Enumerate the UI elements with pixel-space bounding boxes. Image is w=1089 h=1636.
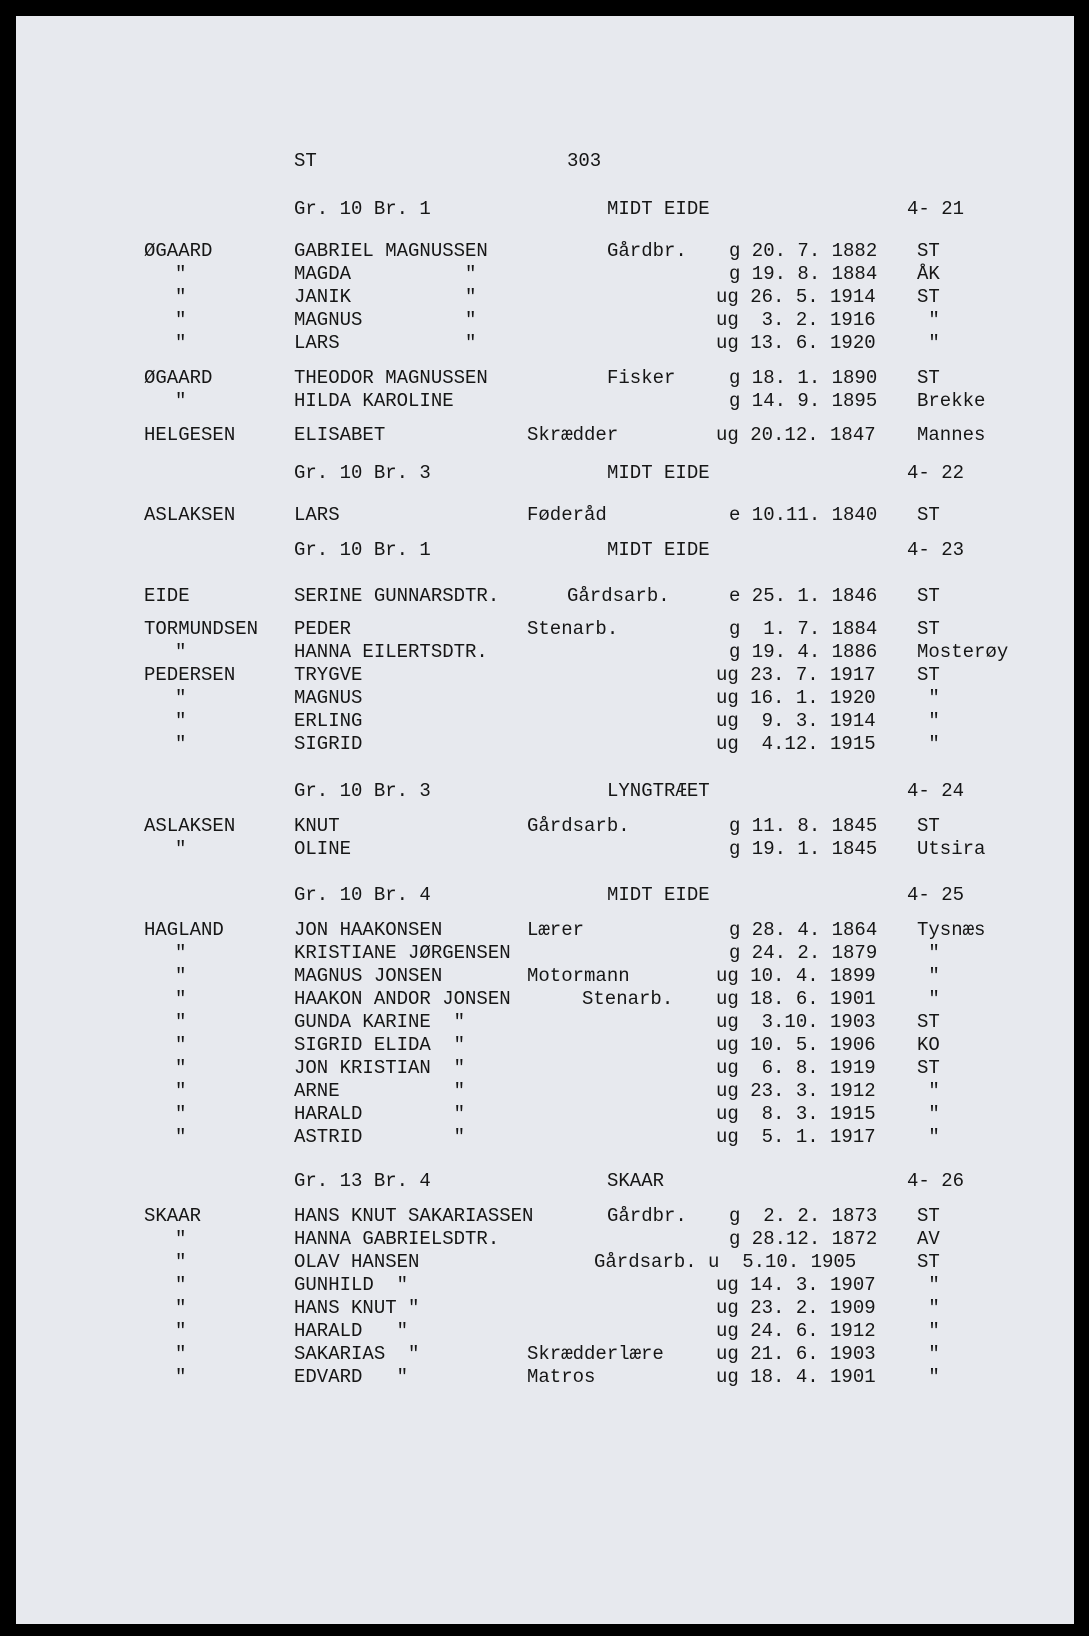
entry-given-name: MAGNUS — [294, 687, 363, 709]
entry-birth-date: ug 4.12. 1915 — [716, 733, 876, 755]
entry-birthplace: " — [917, 1366, 940, 1388]
entry-surname: " — [175, 1274, 187, 1296]
entry-given-name: THEODOR MAGNUSSEN — [294, 367, 488, 389]
entry-given-name: ARNE " — [294, 1080, 466, 1102]
entry-birthplace: ST — [917, 1057, 940, 1079]
entry-birth-date: g 1. 7. 1884 — [729, 618, 878, 640]
section-number: 4- 21 — [907, 198, 965, 220]
entry-surname: PEDERSEN — [144, 664, 236, 686]
entry-birthplace: Mannes — [917, 424, 986, 446]
entry-given-name: GABRIEL MAGNUSSEN — [294, 240, 488, 262]
entry-given-name: LARS " — [294, 332, 477, 354]
entry-surname: " — [175, 1343, 187, 1365]
entry-surname: ASLAKSEN — [144, 815, 236, 837]
entry-given-name: GUNDA KARINE " — [294, 1011, 466, 1033]
entry-birthplace: Mosterøy — [917, 641, 1009, 663]
entry-surname: TORMUNDSEN — [144, 618, 259, 640]
entry-birth-date: ug 10. 5. 1906 — [716, 1034, 876, 1056]
entry-given-name: SIGRID — [294, 733, 363, 755]
entry-birthplace: ST — [917, 664, 940, 686]
entry-birth-date: g 14. 9. 1895 — [729, 390, 878, 412]
entry-given-name: SAKARIAS " — [294, 1343, 420, 1365]
entry-occupation: Fisker — [607, 367, 676, 389]
section-place: MIDT EIDE — [607, 462, 710, 484]
entry-birth-date: ug 23. 7. 1917 — [716, 664, 876, 686]
entry-surname: " — [175, 1057, 187, 1079]
entry-birthplace: ST — [917, 815, 940, 837]
entry-surname: " — [175, 942, 187, 964]
section-number: 4- 24 — [907, 780, 965, 802]
entry-birthplace: " — [917, 1320, 940, 1342]
section-ref: Gr. 10 Br. 4 — [294, 884, 431, 906]
entry-birth-date: ug 9. 3. 1914 — [716, 710, 876, 732]
entry-given-name: ELISABET — [294, 424, 386, 446]
entry-birthplace: " — [917, 733, 940, 755]
section-ref: Gr. 10 Br. 1 — [294, 539, 431, 561]
entry-given-name: JANIK " — [294, 286, 477, 308]
entry-surname: " — [175, 1011, 187, 1033]
entry-occupation: Gårdbr. — [607, 1205, 687, 1227]
entry-surname: " — [175, 1126, 187, 1148]
entry-birthplace: ST — [917, 585, 940, 607]
entry-given-name: EDVARD " — [294, 1366, 409, 1388]
entry-given-name: HANNA GABRIELSDTR. — [294, 1228, 500, 1250]
entry-birth-date: ug 13. 6. 1920 — [716, 332, 876, 354]
entry-surname: " — [175, 687, 187, 709]
section-number: 4- 26 — [907, 1170, 965, 1192]
entry-given-name: PEDER — [294, 618, 352, 640]
entry-surname: SKAAR — [144, 1205, 202, 1227]
entry-given-name: ERLING — [294, 710, 363, 732]
entry-surname: " — [175, 838, 187, 860]
entry-occupation: Gårdsarb. — [527, 815, 630, 837]
section-place: MIDT EIDE — [607, 198, 710, 220]
entry-birthplace: " — [917, 309, 940, 331]
entry-birthplace: " — [917, 1080, 940, 1102]
entry-birth-date: g 20. 7. 1882 — [729, 240, 878, 262]
entry-birthplace: AV — [917, 1228, 940, 1250]
entry-surname: " — [175, 332, 187, 354]
entry-given-name: SERINE GUNNARSDTR. — [294, 585, 500, 607]
entry-occupation: Skrædder — [527, 424, 619, 446]
entry-surname: " — [175, 1320, 187, 1342]
entry-surname: " — [175, 1034, 187, 1056]
section-number: 4- 25 — [907, 884, 965, 906]
entry-birth-date: u 5.10. 1905 — [708, 1251, 857, 1273]
entry-surname: " — [175, 1103, 187, 1125]
entry-birth-date: g 28. 4. 1864 — [729, 919, 878, 941]
entry-given-name: HANS KNUT " — [294, 1297, 420, 1319]
entry-birthplace: " — [917, 988, 940, 1010]
entry-birthplace: " — [917, 1297, 940, 1319]
entry-birth-date: ug 3.10. 1903 — [716, 1011, 876, 1033]
entry-birthplace: " — [917, 1103, 940, 1125]
entry-given-name: MAGNUS JONSEN — [294, 965, 443, 987]
entry-given-name: HANNA EILERTSDTR. — [294, 641, 488, 663]
entry-given-name: LARS — [294, 504, 340, 526]
page-number: 303 — [567, 150, 602, 172]
entry-birthplace: " — [917, 1274, 940, 1296]
entry-birth-date: ug 18. 6. 1901 — [716, 988, 876, 1010]
entry-occupation: Gårdbr. — [607, 240, 687, 262]
section-number: 4- 22 — [907, 462, 965, 484]
entry-given-name: HANS KNUT SAKARIASSEN — [294, 1205, 534, 1227]
entry-birthplace: ST — [917, 504, 940, 526]
page-code: ST — [294, 150, 317, 172]
entry-birth-date: ug 26. 5. 1914 — [716, 286, 876, 308]
entry-surname: " — [175, 1228, 187, 1250]
entry-birthplace: " — [917, 1343, 940, 1365]
entry-birthplace: ST — [917, 367, 940, 389]
entry-birthplace: " — [917, 687, 940, 709]
entry-birth-date: ug 23. 2. 1909 — [716, 1297, 876, 1319]
entry-surname: " — [175, 1251, 187, 1273]
entry-surname: " — [175, 1080, 187, 1102]
entry-occupation: Stenarb. — [582, 988, 674, 1010]
entry-birth-date: g 28.12. 1872 — [729, 1228, 878, 1250]
entry-given-name: OLAV HANSEN — [294, 1251, 420, 1273]
entry-given-name: GUNHILD " — [294, 1274, 409, 1296]
entry-given-name: HARALD " — [294, 1103, 466, 1125]
entry-birth-date: ug 24. 6. 1912 — [716, 1320, 876, 1342]
entry-birth-date: ug 3. 2. 1916 — [716, 309, 876, 331]
entry-surname: " — [175, 710, 187, 732]
section-ref: Gr. 10 Br. 1 — [294, 198, 431, 220]
entry-surname: " — [175, 1297, 187, 1319]
entry-birthplace: ST — [917, 1011, 940, 1033]
entry-birth-date: g 11. 8. 1845 — [729, 815, 878, 837]
entry-surname: " — [175, 309, 187, 331]
entry-birthplace: " — [917, 1126, 940, 1148]
entry-surname: ØGAARD — [144, 240, 213, 262]
section-place: SKAAR — [607, 1170, 665, 1192]
entry-birth-date: ug 5. 1. 1917 — [716, 1126, 876, 1148]
entry-birth-date: ug 18. 4. 1901 — [716, 1366, 876, 1388]
entry-given-name: HILDA KAROLINE — [294, 390, 454, 412]
entry-birth-date: g 24. 2. 1879 — [729, 942, 878, 964]
entry-birth-date: ug 21. 6. 1903 — [716, 1343, 876, 1365]
entry-birthplace: ST — [917, 618, 940, 640]
entry-surname: " — [175, 733, 187, 755]
entry-birthplace: " — [917, 942, 940, 964]
entry-birthplace: ST — [917, 240, 940, 262]
entry-occupation: Lærer — [527, 919, 585, 941]
entry-birth-date: g 18. 1. 1890 — [729, 367, 878, 389]
entry-birthplace: ÅK — [917, 263, 940, 285]
entry-birthplace: " — [917, 965, 940, 987]
entry-birth-date: ug 10. 4. 1899 — [716, 965, 876, 987]
entry-given-name: JON KRISTIAN " — [294, 1057, 466, 1079]
entry-surname: HELGESEN — [144, 424, 236, 446]
entry-birthplace: " — [917, 710, 940, 732]
entry-birthplace: Utsira — [917, 838, 986, 860]
entry-birthplace: ST — [917, 1251, 940, 1273]
entry-surname: " — [175, 286, 187, 308]
entry-given-name: KRISTIANE JØRGENSEN — [294, 942, 511, 964]
entry-surname: " — [175, 988, 187, 1010]
entry-occupation: Føderåd — [527, 504, 607, 526]
entry-occupation: Stenarb. — [527, 618, 619, 640]
section-place: MIDT EIDE — [607, 884, 710, 906]
section-ref: Gr. 10 Br. 3 — [294, 462, 431, 484]
entry-birthplace: ST — [917, 286, 940, 308]
entry-surname: " — [175, 1366, 187, 1388]
entry-birth-date: g 19. 4. 1886 — [729, 641, 878, 663]
entry-given-name: TRYGVE — [294, 664, 363, 686]
entry-birth-date: g 19. 1. 1845 — [729, 838, 878, 860]
entry-birth-date: g 2. 2. 1873 — [729, 1205, 878, 1227]
entry-given-name: MAGNUS " — [294, 309, 477, 331]
section-ref: Gr. 10 Br. 3 — [294, 780, 431, 802]
entry-given-name: JON HAAKONSEN — [294, 919, 443, 941]
entry-birthplace: " — [917, 332, 940, 354]
entry-occupation: Motormann — [527, 965, 630, 987]
entry-occupation: Skrædderlære — [527, 1343, 664, 1365]
entry-birth-date: ug 20.12. 1847 — [716, 424, 876, 446]
entry-given-name: KNUT — [294, 815, 340, 837]
entry-surname: " — [175, 390, 187, 412]
entry-birth-date: ug 6. 8. 1919 — [716, 1057, 876, 1079]
section-ref: Gr. 13 Br. 4 — [294, 1170, 431, 1192]
entry-birth-date: ug 14. 3. 1907 — [716, 1274, 876, 1296]
entry-birth-date: g 19. 8. 1884 — [729, 263, 878, 285]
entry-given-name: SIGRID ELIDA " — [294, 1034, 466, 1056]
entry-occupation: Gårdsarb. — [594, 1251, 697, 1273]
section-number: 4- 23 — [907, 539, 965, 561]
entry-given-name: HAAKON ANDOR JONSEN — [294, 988, 511, 1010]
entry-given-name: OLINE — [294, 838, 352, 860]
entry-surname: HAGLAND — [144, 919, 224, 941]
entry-surname: " — [175, 965, 187, 987]
entry-birthplace: Tysnæs — [917, 919, 986, 941]
section-place: LYNGTRÆET — [607, 780, 710, 802]
entry-birth-date: ug 8. 3. 1915 — [716, 1103, 876, 1125]
entry-birthplace: ST — [917, 1205, 940, 1227]
entry-given-name: HARALD " — [294, 1320, 409, 1342]
entry-birth-date: e 25. 1. 1846 — [729, 585, 878, 607]
section-place: MIDT EIDE — [607, 539, 710, 561]
entry-birthplace: Brekke — [917, 390, 986, 412]
entry-surname: " — [175, 641, 187, 663]
entry-given-name: MAGDA " — [294, 263, 477, 285]
entry-occupation: Matros — [527, 1366, 596, 1388]
entry-given-name: ASTRID " — [294, 1126, 466, 1148]
entry-occupation: Gårdsarb. — [567, 585, 670, 607]
entry-birth-date: e 10.11. 1840 — [729, 504, 878, 526]
entry-birth-date: ug 16. 1. 1920 — [716, 687, 876, 709]
entry-surname: ØGAARD — [144, 367, 213, 389]
entry-surname: " — [175, 263, 187, 285]
entry-surname: ASLAKSEN — [144, 504, 236, 526]
entry-birthplace: KO — [917, 1034, 940, 1056]
entry-surname: EIDE — [144, 585, 190, 607]
entry-birth-date: ug 23. 3. 1912 — [716, 1080, 876, 1102]
